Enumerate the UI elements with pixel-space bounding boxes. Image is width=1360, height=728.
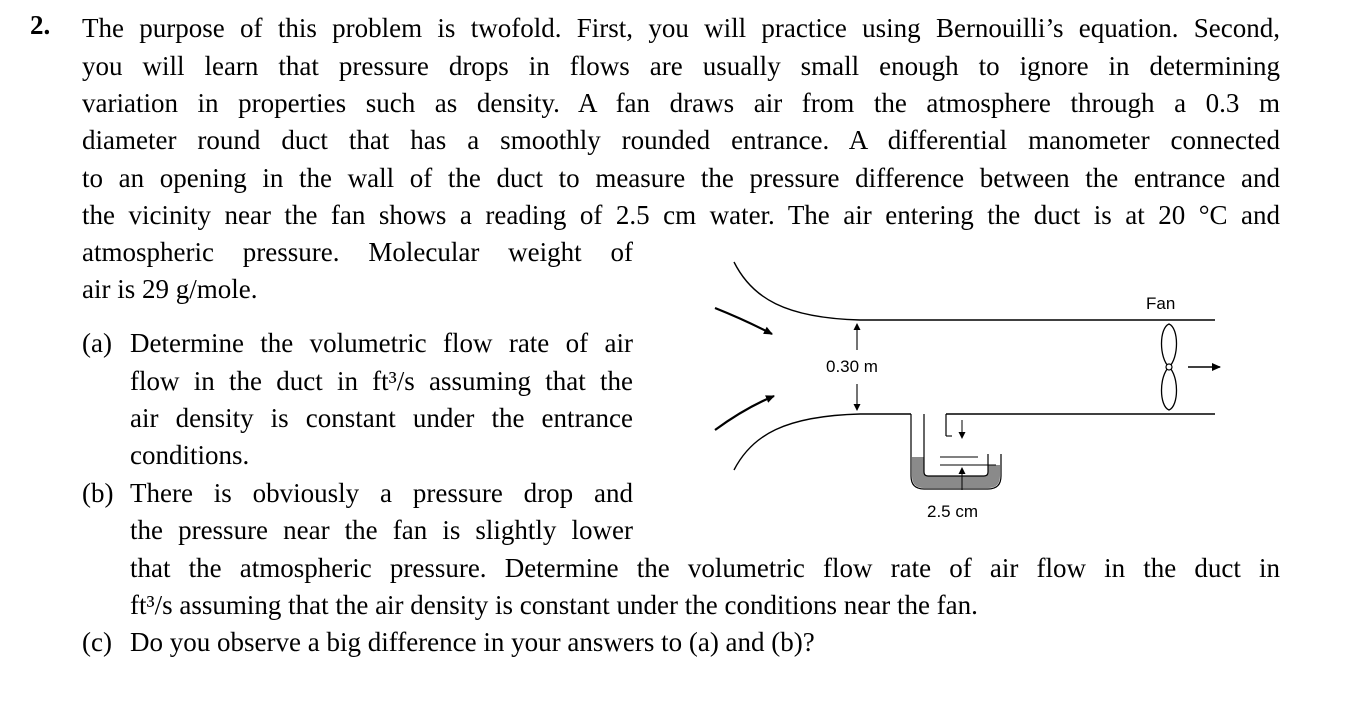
problem-line-3: variation in properties such as density. A fan draws air from the atmosphere through a 0.3 m — [82, 88, 1280, 118]
manometer-reading-label: 2.5 cm — [927, 502, 979, 521]
part-a-line-3: air density is constant under the entrance — [130, 403, 633, 433]
part-a-line-1: Determine the volumetric flow rate of air — [130, 328, 633, 358]
part-b-line-4: ft³/s assuming that the air density is constant under the conditions near the fan. — [130, 590, 978, 620]
part-a-line-4: conditions. — [130, 440, 250, 470]
part-a-line-2: flow in the duct in ft³/s assuming that the — [130, 366, 633, 396]
part-a-label: (a) — [82, 328, 112, 358]
duct-top-wall — [734, 262, 1215, 320]
duct-drawing — [700, 250, 1260, 540]
manometer-inner — [924, 414, 988, 476]
problem-line-7: atmospheric pressure. Molecular weight of — [82, 237, 633, 267]
problem-line-5: to an opening in the wall of the duct to measure the pressure difference between the entrance and — [82, 163, 1280, 193]
problem-line-1: The purpose of this problem is twofold. First, you will practice using Bernouilli’s equation. Second, — [82, 13, 1280, 43]
problem-line-4: diameter round duct that has a smoothly rounded entrance. A differential manometer connected — [82, 125, 1280, 155]
inflow-arrow-top — [715, 308, 772, 334]
part-b-label: (b) — [82, 478, 114, 508]
part-b-line-1: There is obviously a pressure drop and — [130, 478, 633, 508]
fan-label: Fan — [1146, 294, 1176, 313]
inflow-arrow-bottom — [715, 396, 774, 430]
part-c-label: (c) — [82, 627, 112, 657]
problem-number: 2. — [30, 10, 51, 40]
part-c-line-1: Do you observe a big difference in your answers to (a) and (b)? — [130, 627, 815, 657]
fan-icon — [1162, 324, 1177, 410]
part-b-line-3: that the atmospheric pressure. Determine the volumetric flow rate of air flow in the duct in — [130, 553, 1280, 583]
diameter-label: 0.30 m — [826, 357, 878, 376]
problem-line-8: air is 29 g/mole. — [82, 274, 258, 304]
problem-line-2: you will learn that pressure drops in flows are usually small enough to ignore in determining — [82, 51, 1280, 81]
problem-line-6: the vicinity near the fan shows a reading of 2.5 cm water. The air entering the duct is at 20 °C and — [82, 200, 1280, 230]
part-b-line-2: the pressure near the fan is slightly lower — [130, 515, 633, 545]
manometer-fluid — [912, 457, 1000, 488]
duct-diagram — [700, 250, 1260, 540]
duct-bottom-wall-left — [734, 414, 911, 470]
